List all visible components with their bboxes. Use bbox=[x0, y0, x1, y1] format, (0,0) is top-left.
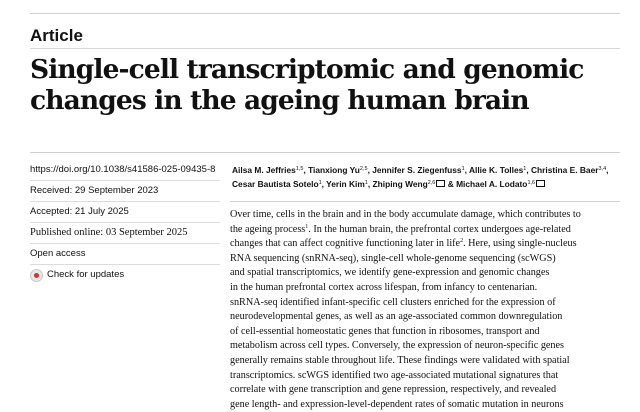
doi-link[interactable]: https://doi.org/10.1038/s41586-025-09435-8 bbox=[30, 164, 216, 175]
label-rule bbox=[30, 48, 620, 49]
title-line-1: Single-cell transcriptomic and genomic bbox=[30, 54, 584, 85]
citation-ref[interactable]: 2 bbox=[460, 238, 464, 245]
abstract-line: metabolism across cell types. Conversely, the expression of neuron-specific genes bbox=[230, 340, 565, 352]
title-line-2: changes in the ageing human brain bbox=[30, 85, 529, 116]
article-type-label: Article bbox=[30, 26, 83, 45]
author-name[interactable]: Jennifer S. Ziegenfuss bbox=[372, 165, 462, 175]
email-icon[interactable] bbox=[536, 180, 545, 187]
abstract-rule bbox=[230, 201, 620, 202]
author-name[interactable]: Cesar Bautista Sotelo bbox=[232, 179, 319, 189]
author-name[interactable]: Yerin Kim bbox=[326, 179, 365, 189]
author-list: Ailsa M. Jeffries$^{1,5}$, Tianxiong Yu$^{2,5}$, Jennifer S. Ziegenfuss$^1$, Allie K. Tolles$^1$, Christina E. Baer$^{3,4}$, Cesar Bautista Sotelo$^1$, Yerin Kim$^1$, Zhiping Weng$^{2,6}$ & Michael A. Lodato$^{1,6}$ bbox=[232, 165, 609, 189]
check-for-updates-label: Check for updates bbox=[47, 269, 125, 280]
abstract-line: correlate with gene transcription and gene repression, respectively, and revealed bbox=[230, 384, 557, 396]
accepted-date: Accepted: 21 July 2025 bbox=[30, 202, 220, 223]
crossmark-icon bbox=[30, 269, 43, 282]
citation-ref[interactable]: 1 bbox=[305, 223, 309, 230]
author-name[interactable]: Christina E. Baer bbox=[531, 165, 599, 175]
author-name[interactable]: Tianxiong Yu bbox=[308, 165, 360, 175]
abstract-line: neurodevelopmental genes, as well as an age-associated common downregulation bbox=[230, 311, 563, 323]
abstract-line: gene length- and expression-level-dependent rates of somatic mutation in neurons bbox=[230, 398, 564, 410]
abstract-line: changes that can affect cognitive functioning later in life$^2$. Here, using single-nucleus bbox=[230, 238, 577, 250]
article-title bbox=[30, 54, 620, 116]
abstract-line: generally remains stable throughout life. These findings were validated with spatial bbox=[230, 354, 570, 366]
section-rule bbox=[30, 152, 620, 153]
author-name[interactable]: Michael A. Lodato bbox=[456, 179, 528, 189]
email-icon[interactable] bbox=[436, 180, 445, 187]
abstract-line: Over time, cells in the brain and in the body accumulate damage, which contributes to bbox=[230, 209, 581, 220]
abstract-line: in the human prefrontal cortex across lifespan, from infancy to centenarian. bbox=[230, 281, 538, 293]
abstract-line: transcriptomics. scWGS identified two age-associated mutational signatures that bbox=[230, 369, 559, 381]
abstract-line: and spatial transcriptomics, we identify gene-expression and genomic changes bbox=[230, 267, 550, 279]
check-for-updates-button[interactable] bbox=[30, 265, 220, 285]
abstract-line: of cell-essential homeostatic genes that function in ribosomes, transport and bbox=[230, 325, 540, 337]
article-metadata bbox=[30, 160, 220, 285]
author-name[interactable]: Ailsa M. Jeffries bbox=[232, 165, 296, 175]
author-name[interactable]: Zhiping Weng bbox=[372, 179, 428, 189]
doi-row bbox=[30, 160, 220, 181]
abstract-text bbox=[230, 208, 622, 412]
abstract-line: snRNA-seq identified infant-specific cell clusters enriched for the expression of bbox=[230, 296, 556, 308]
published-date: Published online: 03 September 2025 bbox=[30, 223, 220, 244]
author-name[interactable]: Allie K. Tolles bbox=[468, 165, 524, 175]
abstract-line: the ageing process$^1$. In the human brain, the prefrontal cortex undergoes age-related bbox=[230, 223, 571, 235]
open-access-badge: Open access bbox=[30, 244, 220, 265]
received-date: Received: 29 September 2023 bbox=[30, 181, 220, 202]
top-rule bbox=[30, 13, 620, 14]
abstract-line: RNA sequencing (snRNA-seq), single-cell whole-genome sequencing (scWGS) bbox=[230, 252, 556, 264]
